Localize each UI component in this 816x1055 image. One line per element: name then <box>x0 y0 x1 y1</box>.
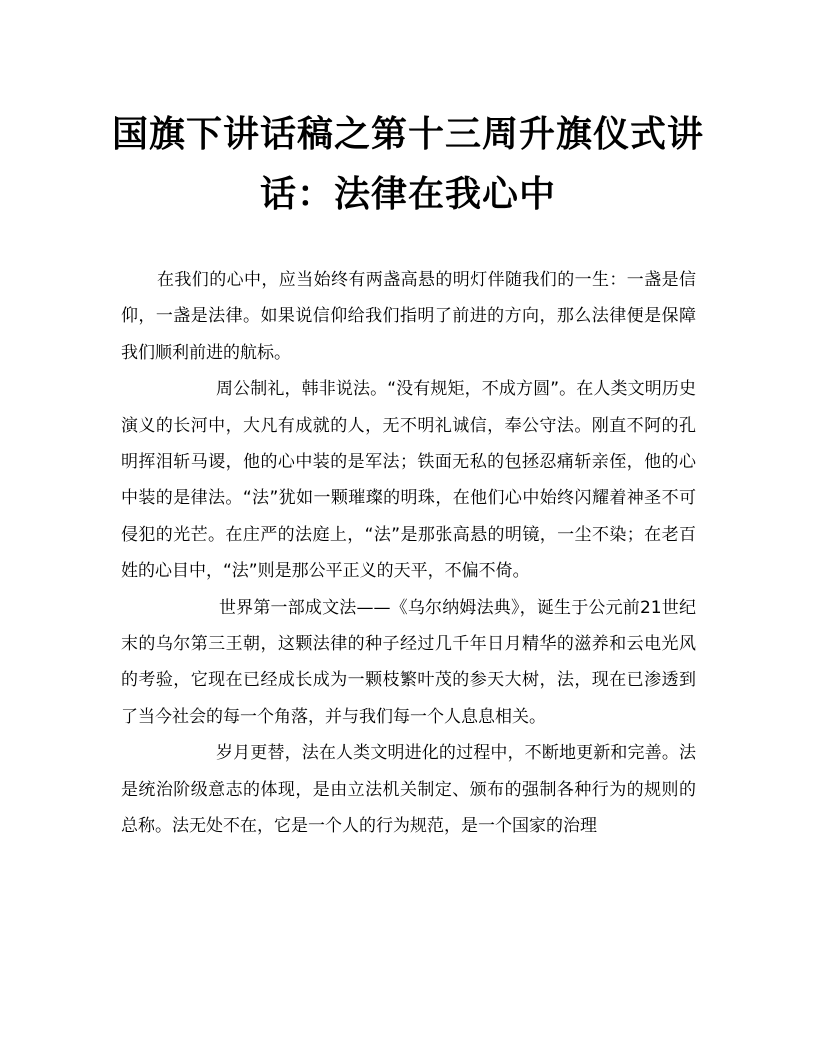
paragraph-2: 周公制礼，韩非说法。“没有规矩，不成方圆”。在人类文明历史演义的长河中，大凡有成就的人，无不明礼诚信，奉公守法。刚直不阿的孔明挥泪斩马谡，他的心中装的是军法；铁面无私的包拯忍痛斩亲侄，他的心中装的是律法。“法”犹如一颗璀璨的明珠，在他们心中始终闪耀着神圣不可侵犯的光芒。在庄严的法庭上，“法”是那张高悬的明镜，一尘不染；在老百姓的心目中，“法”则是那公平正义的天平，不偏不倚。 <box>121 379 696 582</box>
title-line-2: 话：法律在我心中 <box>259 173 556 215</box>
document-body <box>121 262 696 845</box>
title-line-1: 国旗下讲话稿之第十三周升旗仪式讲 <box>111 113 704 155</box>
paragraph-3: 世界第一部成文法——《乌尔纳姆法典》，诞生于公元前21世纪末的乌尔第三王朝，这颗法律的种子经过几千年日月精华的滋养和云电光风的考验，它现在已经成长成为一颗枝繁叶茂的参天大树，法，现在已渗透到了当今社会的每一个角落，并与我们每一个人息息相关。 <box>121 597 696 727</box>
document-title <box>110 104 706 224</box>
paragraph-4: 岁月更替，法在人类文明进化的过程中，不断地更新和完善。法是统治阶级意志的体现，是由立法机关制定、颁布的强制各种行为的规则的总称。法无处不在，它是一个人的行为规范，是一个国家的治理 <box>121 743 696 837</box>
paragraph-1: 在我们的心中，应当始终有两盏高悬的明灯伴随我们的一生：一盏是信仰，一盏是法律。如果说信仰给我们指明了前进的方向，那么法律便是保障我们顺利前进的航标。 <box>121 270 696 363</box>
